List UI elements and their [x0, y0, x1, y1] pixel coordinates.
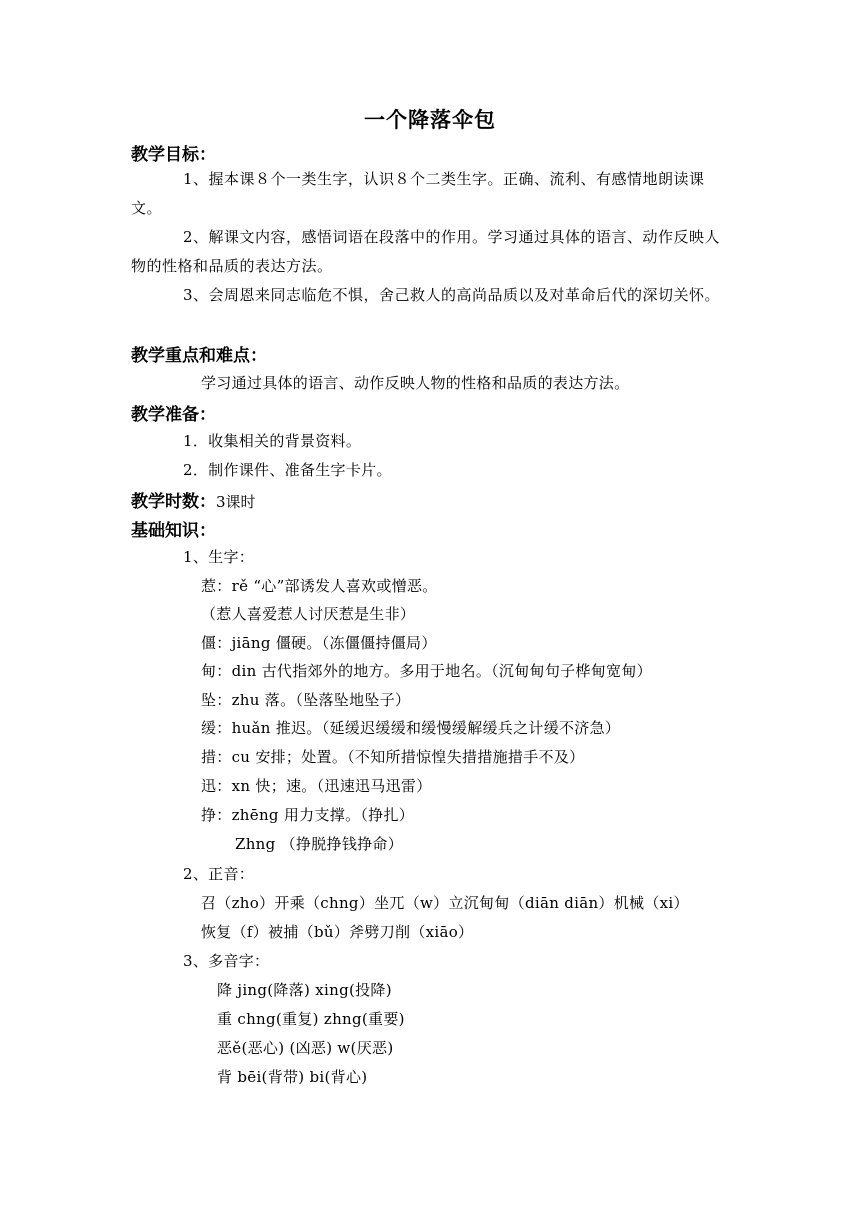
- preparation-item-1: 1．收集相关的背景资料。: [183, 432, 362, 450]
- character-line: 措：cu 安排；处置。（不知所措惊惶失措措施措手不及）: [201, 748, 585, 766]
- key-points-heading: 教学重点和难点：: [131, 346, 267, 366]
- polyphone-section-title: 3、多音字：: [183, 952, 270, 970]
- objectives-heading: 教学目标：: [131, 145, 216, 165]
- pronunciation-section-title: 2、正音：: [183, 865, 255, 883]
- polyphone-line: 恶ě(恶心) (凶恶) w(厌恶): [217, 1039, 394, 1057]
- polyphone-line: 背 bēi(背带) bi(背心): [217, 1068, 368, 1086]
- character-line: Zhng （挣脱挣钱挣命）: [235, 835, 404, 853]
- basics-heading: 基础知识：: [131, 521, 216, 541]
- objective-item-2: 2、解课文内容，感悟词语在段落中的作用。学习通过具体的语言、动作反映人物的性格和品质的表达方法。: [131, 228, 721, 275]
- polyphone-line: 重 chng(重复) zhng(重要): [217, 1010, 405, 1028]
- hours-row: [131, 487, 256, 512]
- pronunciation-line: 恢复（f）被捕（bǔ）斧劈刀削（xiāo）: [201, 923, 474, 941]
- key-points-text: 学习通过具体的语言、动作反映人物的性格和品质的表达方法。: [201, 374, 630, 392]
- hours-heading: 教学时数：: [131, 492, 216, 512]
- characters-section-title: 1、生字：: [183, 548, 255, 566]
- character-line: 坠：zhu 落。（坠落坠地坠子）: [201, 691, 411, 709]
- character-line: 挣：zhēng 用力支撑。（挣扎）: [201, 806, 415, 824]
- preparation-item-2: 2．制作课件、准备生字卡片。: [183, 461, 392, 479]
- character-line: 僵：jiāng 僵硬。（冻僵僵持僵局）: [201, 634, 437, 652]
- polyphone-line: 降 jing(降落) xing(投降): [217, 981, 392, 999]
- character-line: 惹：rě “心”部诱发人喜欢或憎恶。: [201, 577, 438, 595]
- objective-item-3: 3、会周恩来同志临危不惧，舍己救人的高尚品质以及对革命后代的深切关怀。: [183, 286, 721, 304]
- preparation-heading: 教学准备：: [131, 405, 216, 425]
- character-line: 甸：din 古代指郊外的地方。多用于地名。（沉甸甸句子桦甸宽甸）: [201, 662, 652, 680]
- objective-item-1: 1、握本课８个一类生字，认识８个二类生字。正确、流利、有感情地朗读课文。: [131, 170, 705, 217]
- character-line: （惹人喜爱惹人讨厌惹是生非）: [201, 605, 416, 623]
- character-line: 迅：xn 快；速。（迅速迅马迅雷）: [201, 777, 432, 795]
- hours-value: 3课时: [216, 493, 256, 511]
- character-line: 缓：huǎn 推迟。（延缓迟缓缓和缓慢缓解缓兵之计缓不济急）: [201, 719, 621, 737]
- pronunciation-line: 召（zho）开乘（chng）坐兀（w）立沉甸甸（diān diān）机械（xi）: [201, 894, 689, 912]
- page-title: 一个降落伞包: [364, 107, 496, 132]
